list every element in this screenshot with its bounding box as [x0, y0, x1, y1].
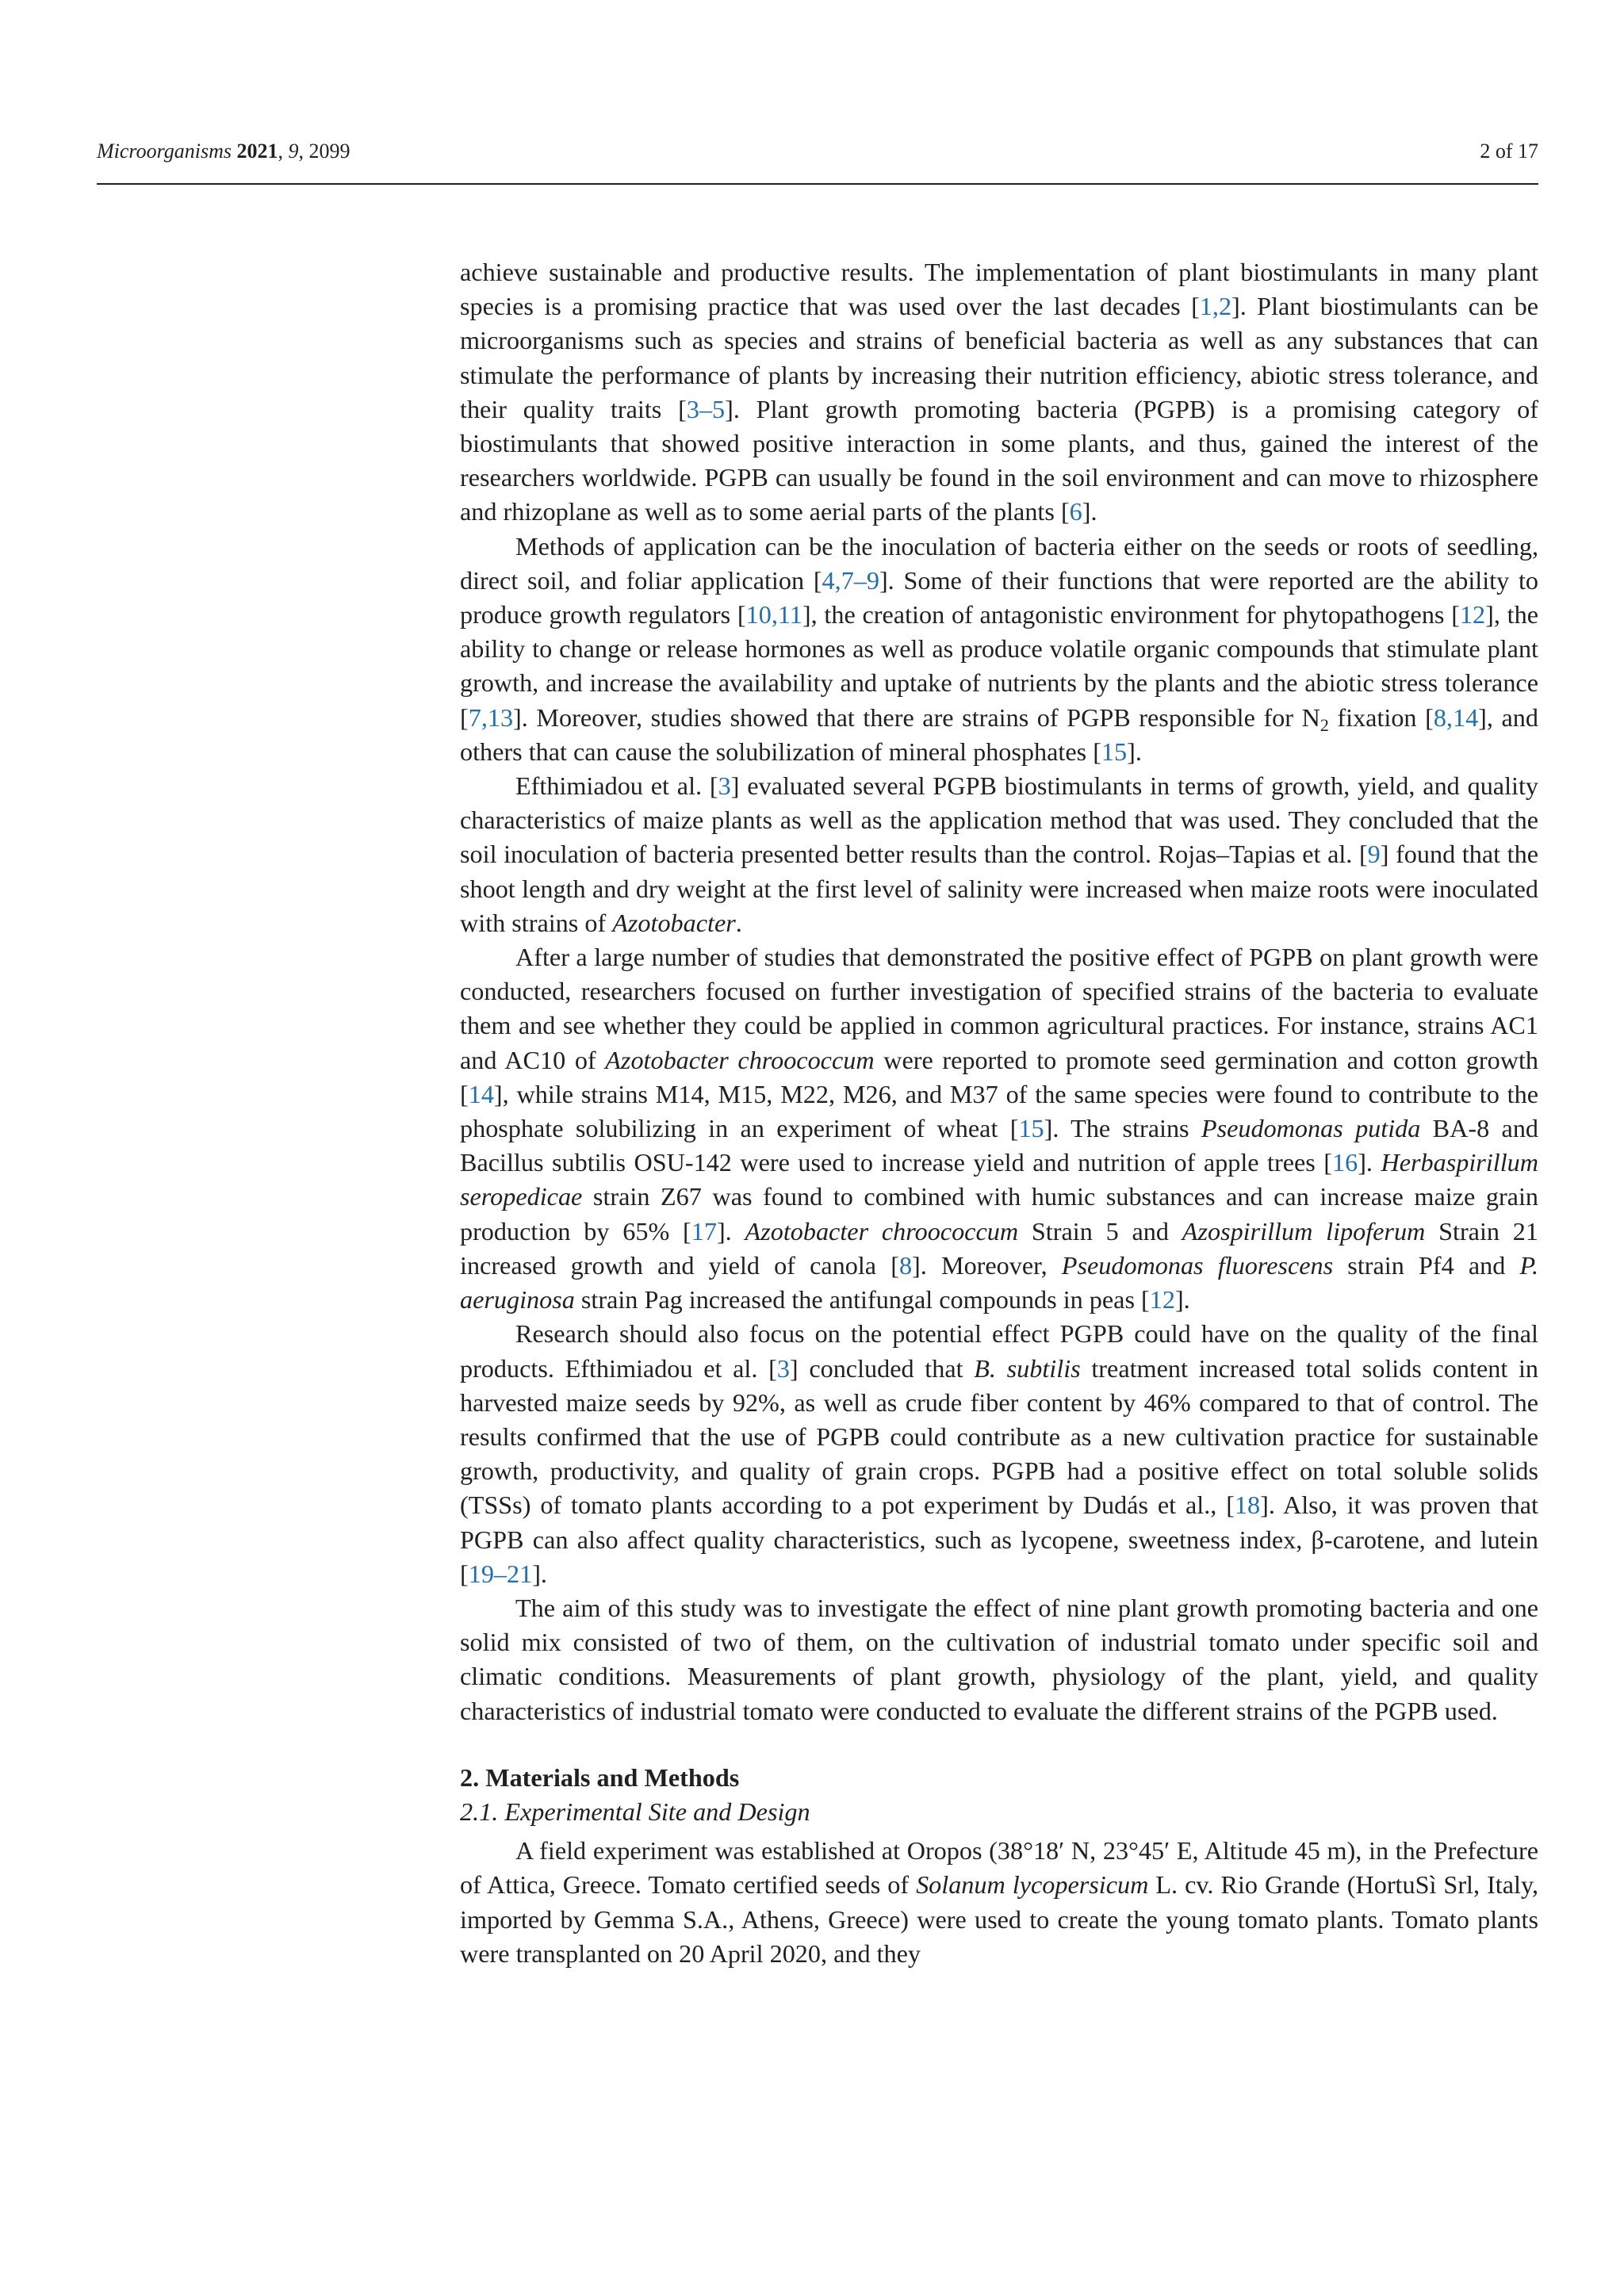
- citation-link[interactable]: 8: [898, 1250, 913, 1280]
- paragraph-4: After a large number of studies that demonstrated the positive effect of PGPB on plant growth were conducted, researchers focused on further investigation of specified strains of the bacteria to evaluate them and see whether they could be applied in common agricultural practices. For instance, strains AC1 and AC10 of Azotobacter chroococcum were reported to promote seed germination and cotton growth [14], while strains M14, M15, M22, M26, and M37 of the same species were found to contribute to the phosphate solubilizing in an experiment of wheat [15]. The strains Pseudomonas putida BA-8 and Bacillus subtilis OSU-142 were used to increase yield and nutrition of apple trees [16]. Herbaspirillum seropedicae strain Z67 was found to combined with humic substances and can increase maize grain production by 65% [17]. Azotobacter chroococcum Strain 5 and Azospirillum lipoferum Strain 21 increased growth and yield of canola [8]. Moreover, Pseudomonas fluorescens strain Pf4 and P. aeruginosa strain Pag increased the antifungal compounds in peas [12].: [460, 943, 1539, 1314]
- citation-link[interactable]: 17: [691, 1216, 717, 1246]
- citation-link[interactable]: 8,14: [1433, 702, 1479, 732]
- citation-link[interactable]: 12: [1459, 600, 1486, 629]
- paragraph-3: Efthimiadou et al. [3] evaluated several PGPB biostimulants in terms of growth, yield, and quality characteristics of maize plants as well as the application method that was used. They concluded that the soil inoculation of bacteria presented better results than the control. Rojas–Tapias et al. [9] found that the shoot length and dry weight at the first level of salinity were increased when maize roots were inoculated with strains of Azotobacter.: [460, 771, 1538, 937]
- paragraph-5: Research should also focus on the potential effect PGPB could have on the quality of the final products. Efthimiadou et al. [3] concluded that B. subtilis treatment increased total solids content in harvested maize seeds by 92%, as well as crude fiber content by 46% compared to that of control. The results confirmed that the use of PGPB could contribute as a new cultivation practice for sustainable growth, productivity, and quality of grain crops. PGPB had a positive effect on total soluble solids (TSSs) of tomato plants according to a pot experiment by Dudás et al., [18]. Also, it was proven that PGPB can also affect quality characteristics, such as lycopene, sweetness index, β-carotene, and lutein [19–21].: [460, 1319, 1538, 1588]
- article-body: [460, 255, 1538, 1971]
- paragraph-1: achieve sustainable and productive results. The implementation of plant biostimulants in many plant species is a promising practice that was used over the last decades [1,2]. Plant biostimulants can be microorganisms such as species and strains of beneficial bacteria as well as any substances that can stimulate the performance of plants by increasing their nutrition efficiency, abiotic stress tolerance, and their quality traits [3–5]. Plant growth promoting bacteria (PGPB) is a promising category of biostimulants that showed positive interaction in some plants, and thus, gained the interest of the researchers worldwide. PGPB can usually be found in the soil environment and can move to rhizosphere and rhizoplane as well as to some aerial parts of the plants [6].: [460, 258, 1539, 526]
- citation-link[interactable]: 1,2: [1199, 292, 1232, 321]
- citation-link[interactable]: 16: [1332, 1148, 1358, 1177]
- paragraph-7: A field experiment was established at Oropos (38°18′ N, 23°45′ E, Altitude 45 m), in the Prefecture of Attica, Greece. Tomato certified seeds of Solanum lycopersicum L. cv. Rio Grande (HortuSì Srl, Italy, imported by Gemma S.A., Athens, Greece) were used to create the young tomato plants. Tomato plants were transplanted on 20 April 2020, and they: [460, 1836, 1539, 1968]
- running-header: [97, 140, 1538, 174]
- subsection-heading: 2.1. Experimental Site and Design: [460, 1797, 810, 1826]
- citation-link[interactable]: 3–5: [686, 394, 726, 423]
- journal-year: 2021: [236, 140, 278, 163]
- citation-link[interactable]: 4,7–9: [822, 565, 879, 595]
- paragraph-2: Methods of application can be the inoculation of bacteria either on the seeds or roots of seedling, direct soil, and foliar application [4,7–9]. Some of their functions that were reported are the ability to produce growth regulators [10,11], the creation of antagonistic environment for phytopathogens [12], the ability to change or release hormones as well as produce volatile organic compounds that stimulate plant growth, and increase the availability and uptake of nutrients by the plants and the abiotic stress tolerance [7,13]. Moreover, studies showed that there are strains of PGPB responsible for $N_2$ fixation [8,14], and others that can cause the solubilization of mineral phosphates [15].: [460, 531, 1539, 766]
- citation-link[interactable]: 3: [718, 771, 731, 801]
- page-number: 2 of 17: [1480, 140, 1538, 163]
- journal-citation: Microorganisms 2021, 9, 2099: [97, 140, 350, 163]
- citation-link[interactable]: 15: [1101, 737, 1128, 766]
- paragraph-6: The aim of this study was to investigate the effect of nine plant growth promoting bacteria and one solid mix consisted of two of them, on the cultivation of industrial tomato under specific soil and climatic conditions. Measurements of plant growth, physiology of the plant, yield, and quality characteristics of industrial tomato were conducted to evaluate the different strains of the PGPB used.: [460, 1593, 1538, 1725]
- citation-link[interactable]: 9: [1367, 840, 1381, 869]
- citation-link[interactable]: 6: [1069, 497, 1082, 526]
- citation-link[interactable]: 7,13: [468, 702, 514, 732]
- journal-volume: 9: [288, 140, 299, 163]
- article-number: 2099: [308, 140, 350, 163]
- section-heading: 2. Materials and Methods: [460, 1762, 740, 1792]
- journal-name: Microorganisms: [97, 140, 232, 163]
- citation-link[interactable]: 14: [468, 1079, 494, 1108]
- citation-link[interactable]: 15: [1018, 1114, 1044, 1143]
- citation-link[interactable]: 12: [1149, 1285, 1175, 1314]
- citation-link[interactable]: 18: [1234, 1490, 1261, 1520]
- citation-link[interactable]: 3: [776, 1353, 790, 1383]
- citation-link[interactable]: 19–21: [468, 1559, 533, 1588]
- header-rule: [97, 183, 1538, 185]
- citation-link[interactable]: 10,11: [745, 600, 802, 629]
